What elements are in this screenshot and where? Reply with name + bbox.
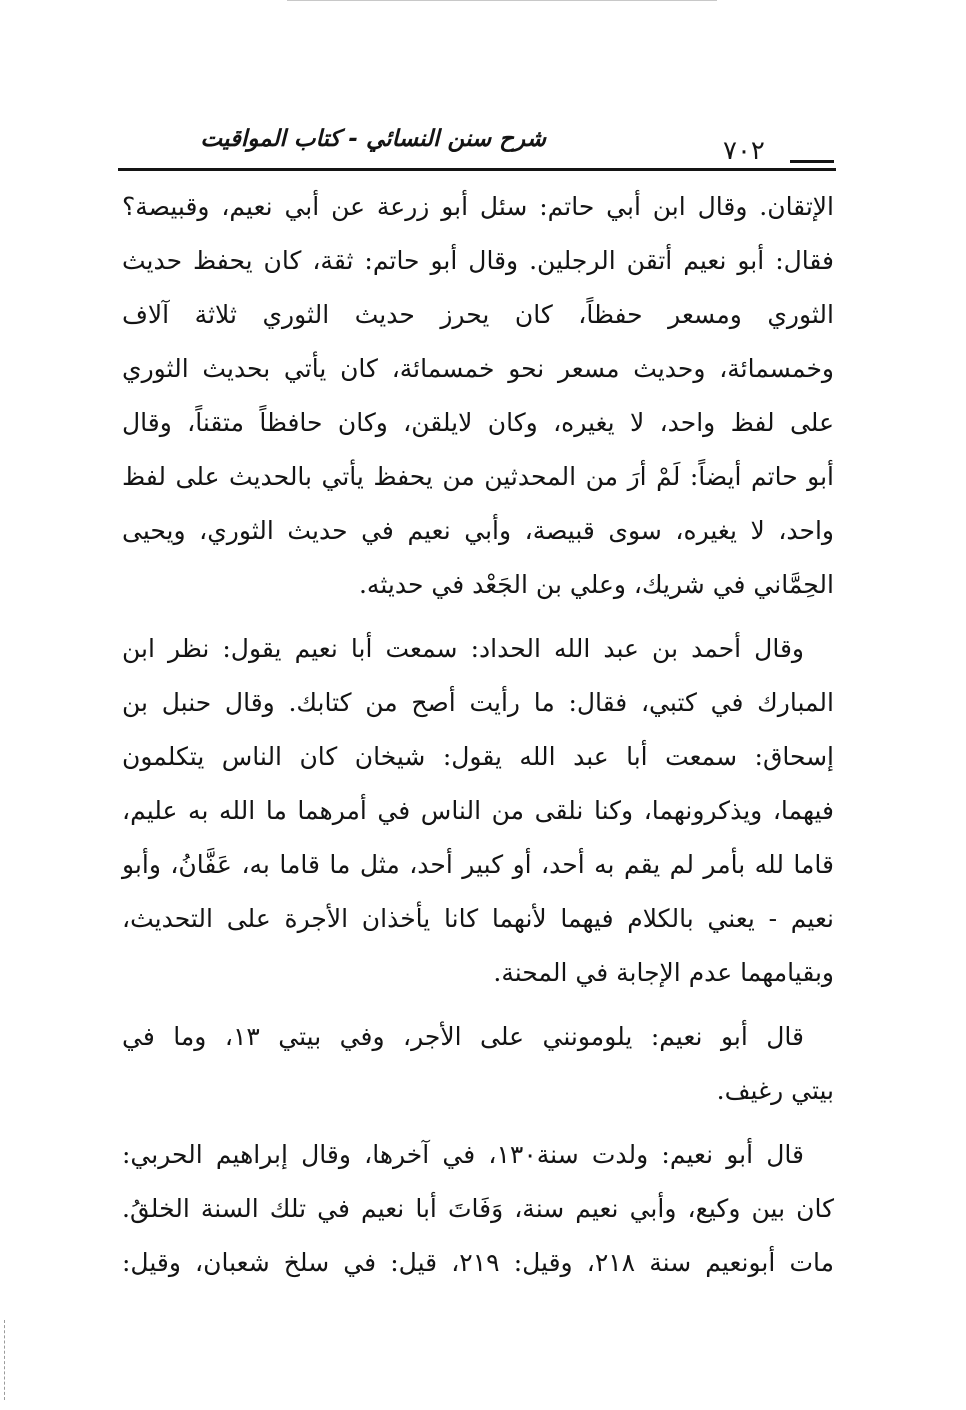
text-line: على لفظ واحد، لا يغيره، وكان لايلقن، وكان حافظاً متقناً، وقال [122,408,834,437]
text-line: وخمسمائة، وحديث مسعر نحو خمسمائة، كان يأتي بحديث الثوري [122,354,834,383]
text-line: واحد، لا يغيره، سوى قبيصة، وأبي نعيم في حديث الثوري، ويحيى [122,516,834,545]
text-line: إسحاق: سمعت أبا عبد الله يقول: شيخان كان الناس يتكلمون [122,742,834,771]
text-line: وقال أحمد بن عبد الله الحداد: سمعت أبا نعيم يقول: نظر ابن [122,634,804,663]
body-text [122,180,834,1300]
scan-margin-marks [4,1320,7,1400]
text-line: قال أبو نعيم: ولدت سنة١٣٠، في آخرها، وقال إبراهيم الحربي: [122,1140,804,1169]
text-line: الإتقان. وقال ابن أبي حاتم: سئل أبو زرعة عن أبي نعيم، وقبيصة؟ [122,192,834,221]
header-rule [118,168,836,171]
paragraph-3 [122,1010,834,1118]
text-line: أبو حاتم أيضاً: لَمْ أرَ من المحدثين من يحفظ يأتي بالحديث على لفظ [122,462,834,491]
running-title: شرح سنن النسائي - كتاب المواقيت [200,126,546,152]
scan-edge-line [287,0,717,1]
text-line: بيتي رغيف. [716,1076,834,1105]
paragraph-2 [122,622,834,1000]
page-number: ٧٠٢ [723,136,765,166]
text-line: فقال: أبو نعيم أتقن الرجلين. وقال أبو حاتم: ثقة، كان يحفظ حديث [122,246,834,275]
text-line: قاما لله بأمر لم يقم به أحد، أو كبير أحد، مثل ما قاما به، عَفَّانُ، وأبو [122,850,835,879]
text-line: قال أبو نعيم: يلومونني على الأجر، وفي بيتي ١٣، وما في [122,1022,804,1051]
text-line: مات أبونعيم سنة ٢١٨، وقيل: ٢١٩، قيل: في سلخ شعبان، وقيل: [122,1248,834,1277]
page-header [118,118,836,174]
text-line: نعيم - يعني بالكلام فيهما لأنهما كانا يأخذان الأجرة على التحديث، [122,904,834,933]
text-line: الثوري ومسعر حفظاً، كان يحرز حديث الثوري ثلاثة آلاف [122,300,834,329]
paragraph-4 [122,1128,834,1290]
text-line: الحِمَّاني في شريك، وعلي بن الجَعْد في حديثه. [358,570,834,599]
text-line: وبقيامهما عدم الإجابة في المحنة. [493,958,834,987]
page-number-dash [790,160,834,163]
text-line: المبارك في كتبي، فقال: ما رأيت أصح من كتابك. وقال حنبل بن [122,688,834,717]
text-line: كان بين وكيع، وأبي نعيم سنة، وَفَاتَ أبا نعيم في تلك السنة الخلقُ. [122,1194,834,1223]
text-line: فيهما، ويذكرونهما، وكنا نلقى من الناس في أمرهما ما الله به عليم، [122,796,834,825]
paragraph-1 [122,180,834,612]
